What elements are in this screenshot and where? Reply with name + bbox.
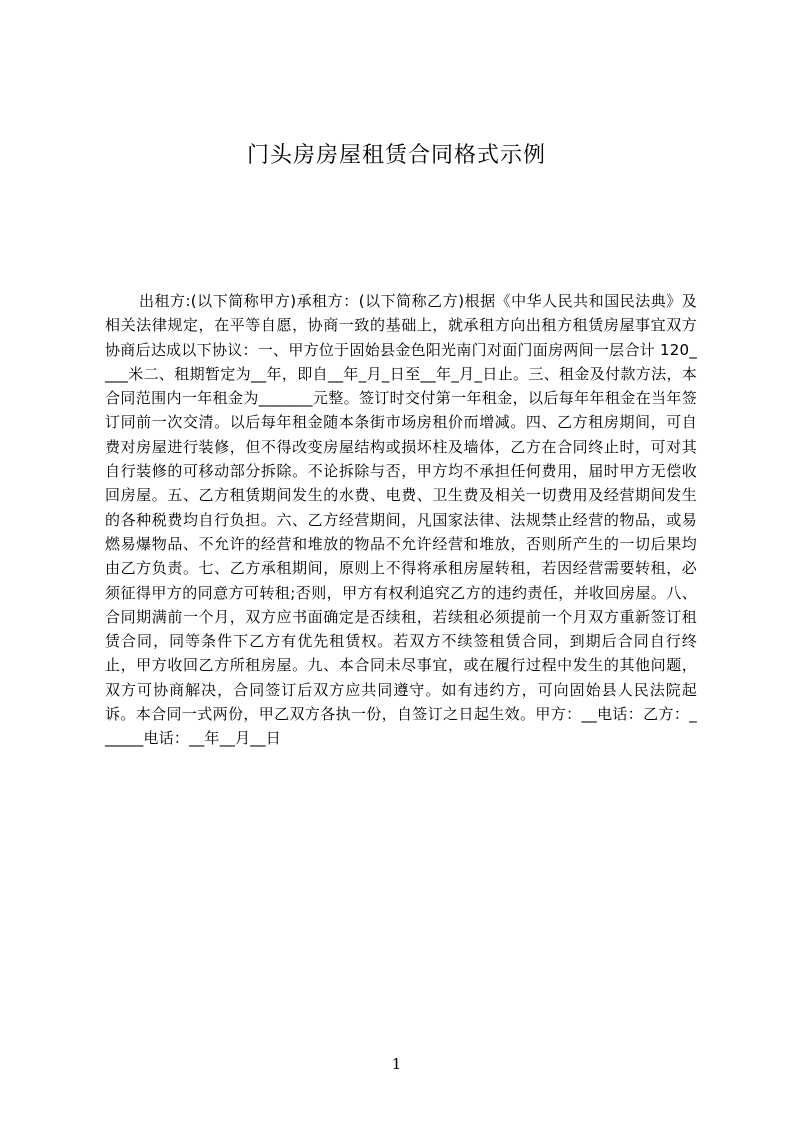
- contract-body-paragraph: 出租方:(以下简称甲方)承租方：(以下简称乙方)根据《中华人民共和国民法典》及相关法律规定，在平等自愿，协商一致的基础上，就承租方向出租方租赁房屋事宜双方协商后达成以下协议：一、甲方位于固始县金色阳光南门对面门面房两间一层合计 120____米二、租期暂定为__年，即自__年_月_日至__年_月_日止。三、租金及付款方法，本合同范围内一年租金为_______元整。签订时交付第一年租金，以后每年年租金在当年签订同前一次交清。以后每年租金随本条街市场房租价而增减。四、乙方租房期间，可自费对房屋进行装修，但不得改变房屋结构或损坏柱及墙体，乙方在合同终止时，可对其自行装修的可移动部分拆除。不论拆除与否，甲方均不承担任何费用，届时甲方无偿收回房屋。五、乙方租赁期间发生的水费、电费、卫生费及相关一切费用及经营期间发生的各种税费均自行负担。六、乙方经营期间，凡国家法律、法规禁止经营的物品，或易燃易爆物品、不允许的经营和堆放的物品不允许经营和堆放，否则所产生的一切后果均由乙方负责。七、乙方承租期间，原则上不得将承租房屋转租，若因经营需要转租，必须征得甲方的同意方可转租;否则，甲方有权利追究乙方的违约责任，并收回房屋。八、合同期满前一个月，双方应书面确定是否续租，若续租必须提前一个月双方重新签订租赁合同，同等条件下乙方有优先租赁权。若双方不续签租赁合同，到期后合同自行终止，甲方收回乙方所租房屋。九、本合同未尽事宜，或在履行过程中发生的其他问题，双方可协商解决，合同签订后双方应共同遵守。如有违约方，可向固始县人民法院起诉。本合同一式两份，甲乙双方各执一份，自签订之日起生效。甲方：__电话：乙方：______电话：__年__月__日: [105, 292, 697, 748]
- page-number: 1: [391, 1055, 402, 1073]
- document-title: 门头房房屋租赁合同格式示例: [246, 143, 546, 168]
